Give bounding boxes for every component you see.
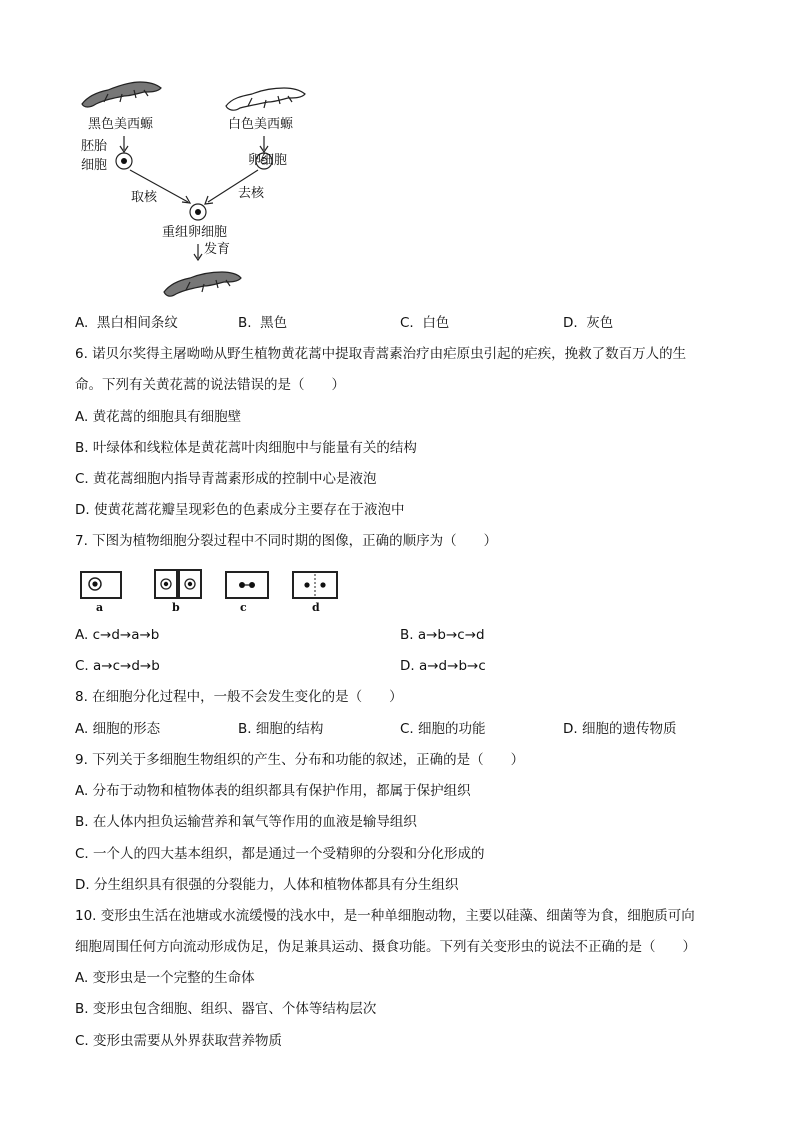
q8-option-a: A. 细胞的形态 (75, 721, 161, 737)
white-salamander-label: 白色美西螈 (228, 117, 294, 132)
cell-stage-b-caption: b (172, 601, 180, 614)
q5-option-a (75, 314, 178, 332)
q8-option-c: C. 细胞的功能 (400, 721, 486, 737)
cell-stage-d-caption: d (312, 601, 320, 614)
q5-option-d-letter: D. (563, 315, 578, 331)
q10-option-c: C. 变形虫需要从外界获取营养物质 (75, 1033, 283, 1049)
q7-option-c: C. a→c→d→b (75, 658, 160, 674)
develop-label: 发育 (204, 242, 231, 257)
q5-option-c (400, 314, 449, 332)
cell-stage-a-image (77, 568, 125, 604)
q6-stem-line1: 6. 诺贝尔奖得主屠呦呦从野生植物黄花蒿中提取青蒿素治疗由疟原虫引起的疟疾，挽救了数百万人的生 (75, 346, 687, 362)
q7-option-d: D. a→d→b→c (400, 658, 486, 674)
recombined-egg-label: 重组卵细胞 (162, 225, 228, 240)
black-salamander-label: 黑色美西螈 (88, 117, 154, 132)
q8-stem: 8. 在细胞分化过程中，一般不会发生变化的是（ ） (75, 689, 403, 705)
q10-option-a: A. 变形虫是一个完整的生命体 (75, 970, 255, 986)
q5-option-a-letter: A. (75, 315, 89, 331)
q6-option-a: A. 黄花蒿的细胞具有细胞壁 (75, 409, 242, 425)
embryo-cell-label-line2: 细胞 (81, 158, 108, 173)
q9-option-a: A. 分布于动物和植物体表的组织都具有保护作用，都属于保护组织 (75, 783, 471, 799)
q9-option-d: D. 分生组织具有很强的分裂能力，人体和植物体都具有分生组织 (75, 877, 459, 893)
cell-stage-a-caption: a (96, 601, 104, 614)
q7-option-a: A. c→d→a→b (75, 627, 160, 643)
cell-stage-c-image (222, 566, 272, 604)
q8-option-d: D. 细胞的遗传物质 (563, 721, 677, 737)
embryo-cell-label-line1: 胚胎 (81, 139, 108, 154)
q9-stem: 9. 下列关于多细胞生物组织的产生、分布和功能的叙述，正确的是（ ） (75, 752, 525, 768)
q5-option-a-text: 黑白相间条纹 (96, 315, 178, 331)
q5-option-b-text: 黑色 (260, 315, 288, 331)
egg-cell-label: 卵细胞 (248, 153, 288, 168)
q10-stem-line1: 10. 变形虫生活在池塘或水流缓慢的浅水中，是一种单细胞动物，主要以硅藻、细菌等为食，细胞质可向 (75, 908, 695, 924)
q6-option-c: C. 黄花蒿细胞内指导青蒿素形成的控制中心是液泡 (75, 471, 377, 487)
q7-option-b: B. a→b→c→d (400, 627, 485, 643)
q10-stem-line2: 细胞周围任何方向流动形成伪足，伪足兼具运动、摄食功能。下列有关变形虫的说法不正确的是（ ） (75, 939, 696, 955)
q6-option-d: D. 使黄花蒿花瓣呈现彩色的色素成分主要存在于液泡中 (75, 502, 405, 518)
black-salamander-image (78, 74, 164, 114)
offspring-salamander-image (160, 264, 244, 300)
take-nucleus-label: 取核 (131, 190, 158, 205)
q5-option-b (238, 314, 287, 332)
q9-option-c: C. 一个人的四大基本组织，都是通过一个受精卵的分裂和分化形成的 (75, 846, 485, 862)
q10-option-b: B. 变形虫包含细胞、组织、器官、个体等结构层次 (75, 1001, 377, 1017)
cell-stage-c-caption: c (240, 601, 247, 614)
q5-option-c-text: 白色 (422, 315, 450, 331)
q6-stem-line2: 命。下列有关黄花蒿的说法错误的是（ ） (75, 377, 345, 393)
cell-stage-b-image (152, 564, 204, 604)
q8-option-b: B. 细胞的结构 (238, 721, 324, 737)
white-salamander-image (222, 80, 308, 116)
remove-nucleus-label: 去核 (238, 186, 265, 201)
q9-option-b: B. 在人体内担负运输营养和氧气等作用的血液是输导组织 (75, 814, 417, 830)
q7-stem: 7. 下图为植物细胞分裂过程中不同时期的图像，正确的顺序为（ ） (75, 533, 498, 549)
q6-option-b: B. 叶绿体和线粒体是黄花蒿叶肉细胞中与能量有关的结构 (75, 440, 417, 456)
q5-option-d (563, 314, 613, 332)
q5-option-c-letter: C. (400, 315, 414, 331)
cell-stage-d-image (289, 566, 341, 604)
q5-option-b-letter: B. (238, 315, 252, 331)
q5-option-d-text: 灰色 (586, 315, 614, 331)
